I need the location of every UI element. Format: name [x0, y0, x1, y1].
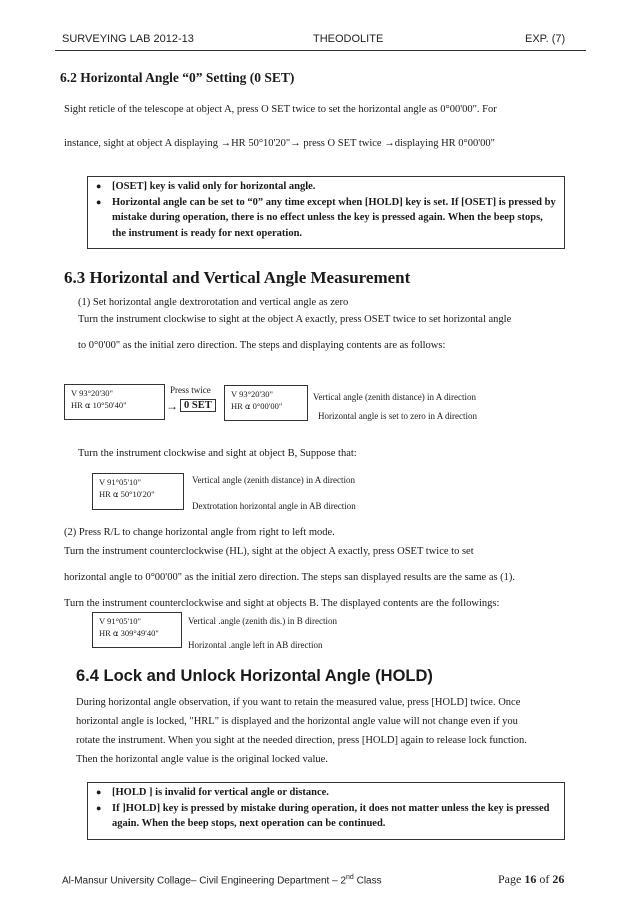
footer-class: Class — [353, 875, 382, 887]
footer-sup: nd — [346, 874, 354, 881]
s64-paragraph-line-3: rotate the instrument. When you sight at the needed direction, press [HOLD] again to release lock function. — [76, 735, 527, 746]
section-6-4-title: 6.4 Lock and Unlock Horizontal Angle (HOLD) — [76, 667, 433, 685]
header-center: THEODOLITE — [313, 33, 384, 45]
s62-note-2: ● Horizontal angle can be set to “0” any time except when [HOLD] key is set. If [OSET] is pressed by mistake during operation, there is no effect unless the key is pressed again. When the beep stops, the instrument is ready for next operation. — [112, 195, 558, 242]
display-2-caption-2: Horizontal angle is set to zero in A direction — [318, 411, 477, 421]
footer-page — [498, 872, 564, 887]
display-2-caption-1: Vertical angle (zenith distance) in A direction — [313, 392, 476, 402]
s63-line-1: (1) Set horizontal angle dextrorotation and vertical angle as zero — [78, 297, 349, 308]
display-4-caption-2: Horizontal .angle left in AB direction — [188, 640, 323, 650]
header-right: EXP. (7) — [525, 33, 566, 45]
press-twice-label: Press twice — [170, 385, 211, 395]
display-3-vertical: V 91°05'10" — [99, 477, 142, 487]
display-3-horizontal: HR ⍺ 50°10'20" — [99, 489, 155, 499]
s64-note-2: ● If ]HOLD] key is pressed by mistake during operation, it does not matter unless the key is pressed again. When the beep stops, next operation can be continued. — [112, 801, 558, 832]
display-2-horizontal: HR ⍺ 0°00'00" — [231, 401, 283, 411]
arrow-right-icon: → — [166, 399, 178, 413]
s64-paragraph-line-2: horizontal angle is locked, "HRL" is displayed and the horizontal angle value will not change even if you — [76, 716, 518, 727]
display-3-caption-2: Dextrotation horizontal angle in AB direction — [192, 501, 356, 511]
s63-line-7: horizontal angle to 0°00'00" as the initial zero direction. The steps san displayed results are the same as (1). — [64, 572, 516, 583]
section-6-3-title: 6.3 Horizontal and Vertical Angle Measurement — [64, 268, 411, 287]
display-box-2 — [224, 385, 308, 421]
display-box-4 — [92, 612, 182, 648]
s62-paragraph-2: instance, sight at object A displaying →HR 50°10'20"→ press O SET twice →displaying HR 0°00'00" — [64, 138, 495, 149]
footer-text: Al-Mansur University Collage– Civil Engineering Department – 2 — [62, 875, 347, 887]
display-box-3 — [92, 473, 184, 510]
s63-line-6: Turn the instrument counterclockwise (HL), sight at the object A exactly, press OSET twice to set — [64, 546, 474, 557]
footer-department — [62, 874, 382, 886]
display-box-1 — [64, 384, 165, 420]
s63-line-4: Turn the instrument clockwise and sight at object B, Suppose that: — [78, 448, 357, 459]
page-of: of — [539, 872, 550, 886]
oset-key-label: 0 SET — [180, 399, 216, 412]
s62-note-1: ● [OSET] key is valid only for horizontal angle. — [112, 179, 558, 195]
s63-line-2: Turn the instrument clockwise to sight at the object A exactly, press OSET twice to set horizontal angle — [78, 314, 512, 325]
s63-line-8: Turn the instrument counterclockwise and sight at objects B. The displayed contents are the followings: — [64, 598, 500, 609]
header-rule — [55, 50, 586, 51]
display-2-vertical: V 93°20'30" — [231, 389, 274, 399]
s62-note-box — [87, 176, 565, 249]
display-4-horizontal: HR ⍺ 309°49'40" — [99, 628, 159, 638]
display-3-caption-1: Vertical angle (zenith distance) in A direction — [192, 475, 355, 485]
s63-line-5: (2) Press R/L to change horizontal angle from right to left mode. — [64, 527, 335, 538]
display-1-vertical: V 93°20'30" — [71, 388, 114, 398]
page-total: 26 — [552, 872, 565, 886]
s62-paragraph-1: Sight reticle of the telescope at object A, press O SET twice to set the horizontal angle as 0°00'00". For — [64, 104, 497, 115]
display-1-horizontal: HR ⍺ 10°50'40" — [71, 400, 127, 410]
display-4-caption-1: Vertical .angle (zenith dis.) in B direction — [188, 616, 337, 626]
display-4-vertical: V 91°05'10" — [99, 616, 142, 626]
s64-note-box — [87, 782, 565, 840]
s64-note-1: ● [HOLD ] is invalid for vertical angle or distance. — [112, 785, 558, 801]
s64-paragraph-line-4: Then the horizontal angle value is the original locked value. — [76, 754, 328, 765]
header-left: SURVEYING LAB 2012-13 — [62, 33, 194, 45]
s63-line-3: to 0°0'00" as the initial zero direction. The steps and displaying contents are as follows: — [78, 340, 446, 351]
page-label: Page — [498, 872, 522, 886]
s64-paragraph-line-1: During horizontal angle observation, if you want to retain the measured value, press [HOLD] twice. Once — [76, 697, 521, 708]
section-6-2-title: 6.2 Horizontal Angle “0” Setting (0 SET) — [60, 70, 295, 85]
page-number: 16 — [524, 872, 537, 886]
